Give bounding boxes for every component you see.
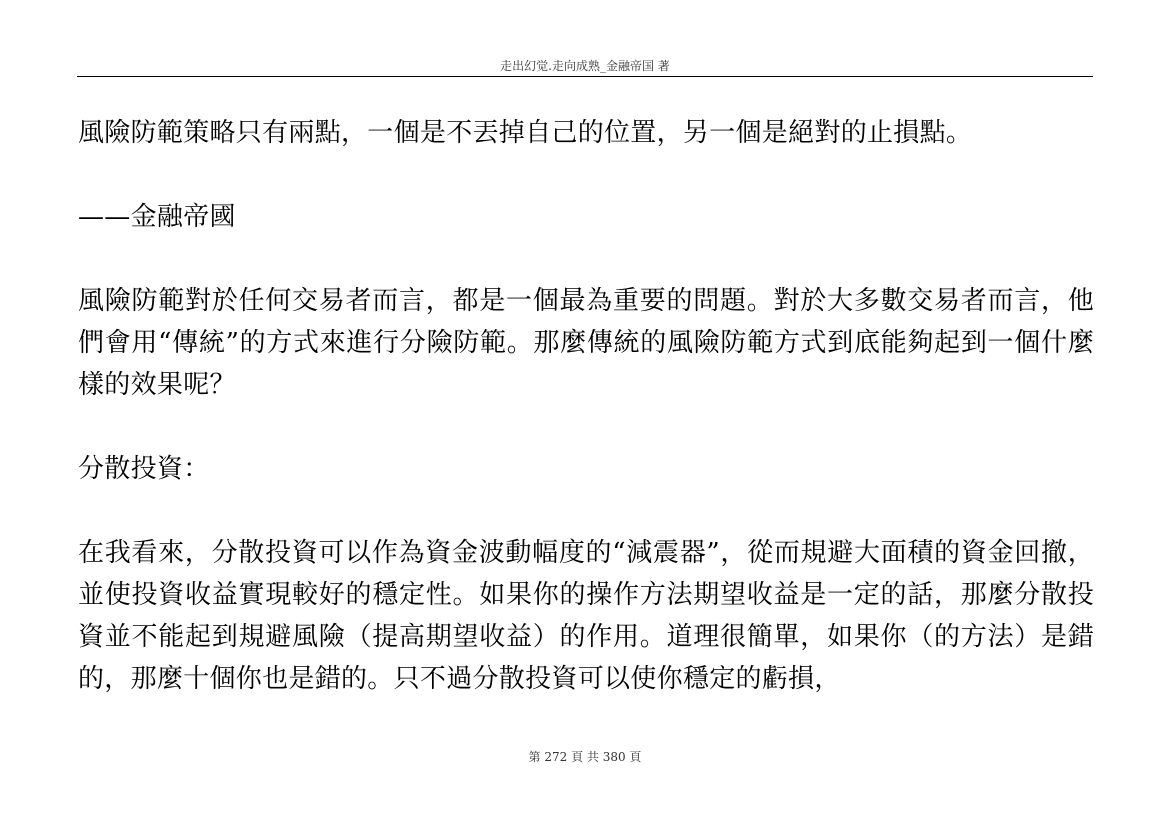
body-paragraph: ——金融帝國 — [78, 202, 236, 232]
body-paragraph: 在我看來，分散投資可以作為資金波動幅度的“減震器”，從而規避大面積的資金回撤，並使投資收益實現較好的穩定性。如果你的操作方法期望收益是一定的話，那麼分散投資並不能起到規避風險（提高期望收益）的作用。道理很簡單，如果你（的方法）是錯的，那麼十個你也是錯的。只不過分散投資可以使你穩定的虧損， — [78, 538, 1094, 694]
body-paragraph: 風險防範策略只有兩點，一個是不丟掉自己的位置，另一個是絕對的止損點。 — [78, 118, 973, 148]
section-heading: 分散投資： — [78, 454, 210, 484]
page-body — [78, 112, 1094, 742]
running-header: 走出幻觉.走向成熟_金融帝国 著 — [500, 59, 670, 73]
body-paragraph: 風險防範對於任何交易者而言，都是一個最為重要的問題。對於大多數交易者而言，他們會用“傳統”的方式來進行分險防範。那麼傳統的風險防範方式到底能夠起到一個什麼樣的效果呢？ — [78, 286, 1094, 400]
page-number: 第 272 頁 共 380 頁 — [528, 750, 642, 764]
header-divider — [77, 76, 1093, 77]
